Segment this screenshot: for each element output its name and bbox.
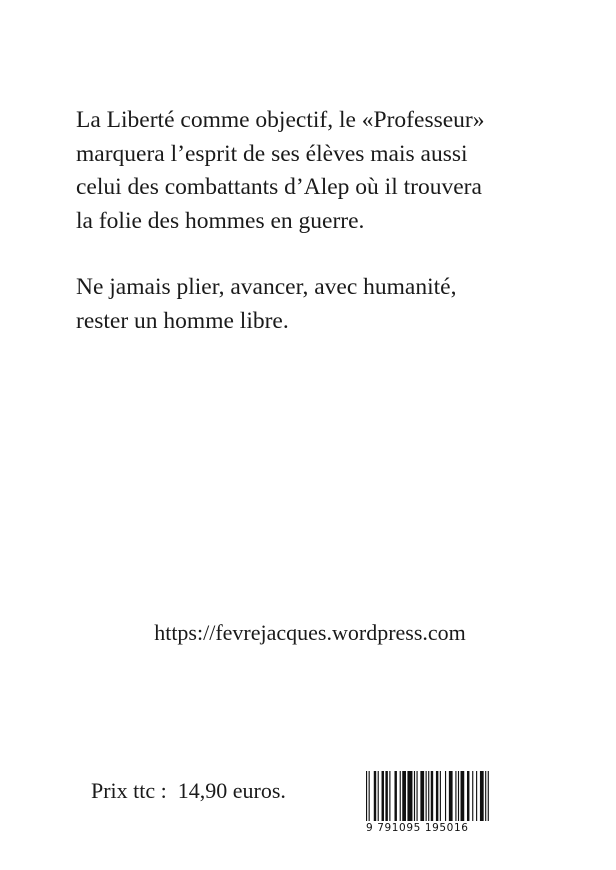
barcode-bar <box>431 771 433 821</box>
barcode-bar <box>389 771 390 821</box>
barcode-bar <box>385 771 387 821</box>
isbn-barcode <box>366 771 489 827</box>
blurb-line: la folie des hommes en guerre. <box>76 207 365 234</box>
barcode-bar <box>436 771 438 821</box>
barcode-bar <box>440 771 441 821</box>
blurb-paragraph-2 <box>76 271 576 338</box>
barcode-bar <box>420 771 424 821</box>
barcode-bar <box>400 771 401 821</box>
barcode-bar <box>378 771 379 821</box>
isbn-digits: 9 791095 195016 <box>366 822 469 834</box>
barcode-bar <box>369 771 370 821</box>
barcode-bar <box>455 771 456 821</box>
price-label: Prix ttc : <box>91 778 167 803</box>
back-cover-blurb <box>76 104 576 338</box>
barcode-bar <box>374 771 376 821</box>
barcode-bar <box>488 771 489 821</box>
barcode-bar <box>485 771 486 821</box>
barcode-bar <box>480 771 484 821</box>
barcode-bar <box>402 771 406 821</box>
blurb-line: Ne jamais plier, avancer, avec humanité, <box>76 274 457 300</box>
barcode-bars <box>366 771 489 827</box>
barcode-bar <box>407 771 412 821</box>
blurb-line: celui des combattants d’Alep où il trouvera <box>76 174 482 200</box>
barcode-bar <box>394 771 396 821</box>
barcode-bar <box>428 771 429 821</box>
barcode-bar <box>467 771 469 821</box>
barcode-bar <box>366 771 367 821</box>
barcode-bar <box>416 771 417 821</box>
barcode-bar <box>426 771 427 821</box>
barcode-bar <box>445 771 446 821</box>
blurb-line: rester un homme libre. <box>76 307 289 334</box>
blurb-line: La Liberté comme objectif, le «Professeur» <box>76 107 485 133</box>
barcode-bar <box>458 771 459 821</box>
website-url-text: https://fevrejacques.wordpress.com <box>154 620 466 645</box>
barcode-bar <box>461 771 465 821</box>
website-url <box>0 618 616 648</box>
price-info <box>91 776 286 806</box>
barcode-bar <box>382 771 384 821</box>
price-value: 14,90 euros. <box>177 778 286 803</box>
blurb-paragraph-1 <box>76 104 576 238</box>
barcode-bar <box>449 771 453 821</box>
barcode-bar <box>414 771 415 821</box>
blurb-line: marquera l’esprit de ses élèves mais aussi <box>76 140 468 167</box>
barcode-bar <box>476 771 477 821</box>
barcode-bar <box>472 771 473 821</box>
